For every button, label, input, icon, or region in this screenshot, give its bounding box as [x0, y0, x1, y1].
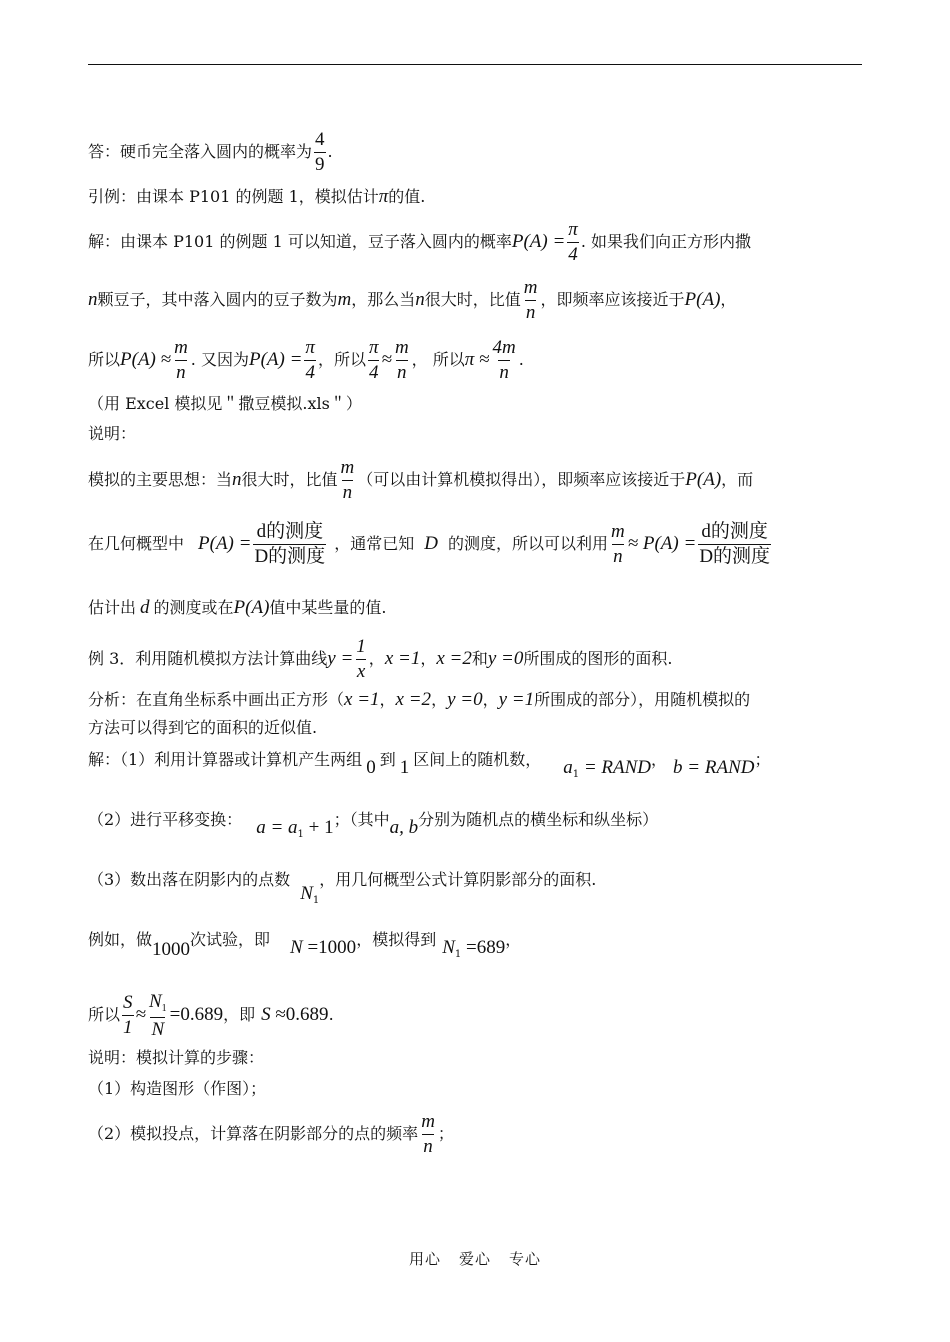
fraction: $\frac{m}{n}$ — [610, 521, 625, 567]
header-rule — [88, 64, 862, 65]
fraction: $\frac{N_1}{N}$ — [148, 991, 167, 1040]
solution-line-1: 解：由课本 P101 的例题 1 可以知道，豆子落入圆内的概率P(A) = $\frac{\pi}{4}$ . 如果我们向正方形内撒 — [88, 219, 751, 265]
example-intro-line: 引例：由课本 P101 的例题 1，模拟估计π的值. — [88, 186, 426, 207]
fraction: $\frac{\pi}{4}$ — [568, 219, 578, 265]
analysis-line-1: 分析：在直角坐标系中画出正方形（x =1，x =2，y =0，y =1所围成的部分），用随机模拟的 — [88, 689, 751, 710]
fraction: $\frac{m}{n}$ — [394, 337, 409, 383]
result-line: 所以 $\frac{S}{1}$ ≈ $\frac{N_1}{N}$ =0.689，即 S ≈0.689. — [88, 991, 334, 1040]
fraction: $\frac{\pi}{4}$ — [305, 337, 315, 383]
steps-heading: 说明：模拟计算的步骤： — [88, 1048, 265, 1067]
page-footer: 用心 爱心 专心 — [408, 1250, 542, 1268]
answer-line: 答：硬币完全落入圆内的概率为 $\frac{4}{9}$ . — [88, 129, 333, 175]
step-2-line: （2）进行平移变换： $a = a_1 + 1$；（其中a, b分别为随机点的横坐标和纵坐标） — [88, 810, 659, 840]
excel-note: （用 Excel 模拟见＂撒豆模拟.xls＂） — [88, 394, 362, 413]
step-1-line: 解：（1）利用计算器或计算机产生两组 0 到 1 区间上的随机数， $a_1$ = RAND， b = RAND； — [88, 750, 771, 780]
fraction: $\frac{m}{n}$ — [421, 1111, 435, 1157]
step-3-line: （3）数出落在阴影内的点数$N_1$，用几何概型公式计算阴影部分的面积. — [88, 870, 597, 906]
steps-item-2: （2）模拟投点，计算落在阴影部分的点的频率 $\frac{m}{n}$ ； — [88, 1111, 454, 1157]
fraction: $\frac{1}{x}$ — [356, 636, 366, 682]
fraction: $\frac{\pi}{4}$ — [368, 337, 379, 383]
estimate-line: 估计出 d 的测度或在P(A)值中某些量的值. — [88, 597, 387, 618]
fraction: $\frac{m}{n}$ — [174, 337, 188, 383]
solution-line-3: 所以P(A) ≈ $\frac{m}{n}$ . 又因为P(A) = $\frac{\pi}{4}$ ，所以 $\frac{\pi}{4}$ ≈ $\frac{m}{n}$ ， 所以π ≈ $\frac{4m}{n}$ . — [88, 337, 524, 383]
fraction: $\frac{S}{1}$ — [123, 992, 133, 1039]
steps-item-1: （1）构造图形（作图）； — [88, 1079, 267, 1098]
solution-line-2: n颗豆子，其中落入圆内的豆子数为m，那么当n很大时，比值 $\frac{m}{n}$ ，即频率应该接近于P(A)， — [88, 277, 737, 323]
fraction: $\frac{\text{d的测度}}{\text{D的测度}}$ — [699, 521, 771, 567]
note-heading: 说明： — [88, 424, 137, 443]
main-idea-line: 模拟的主要思想：当n很大时，比值 $\frac{m}{n}$ （可以由计算机模拟得出），即频率应该接近于P(A)，而 — [88, 457, 754, 503]
fraction: $\frac{4}{9}$ — [315, 129, 325, 175]
fraction: $\frac{4m}{n}$ — [492, 337, 516, 383]
example-3-line: 例 3．利用随机模拟方法计算曲线y = $\frac{1}{x}$ ，x =1，x =2和y =0所围成的图形的面积. — [88, 636, 673, 682]
analysis-line-2: 方法可以得到它的面积的近似值. — [88, 718, 318, 737]
fraction: $\frac{\text{d的测度}}{\text{D的测度}}$ — [254, 521, 326, 567]
fraction: $\frac{m}{n}$ — [523, 277, 538, 323]
geometric-model-line: 在几何概型中 P(A) = $\frac{\text{d的测度}}{\text{D的测度}}$ ，通常已知 D 的测度，所以可以利用 $\frac{m}{n}$ ≈ P(A) = $\frac{\text{d的测度}}{\text{D的测度}}$ — [88, 521, 771, 567]
fraction: $\frac{m}{n}$ — [340, 457, 355, 503]
example-run-line: 例如，做1000次试验，即 N =1000，模拟得到 $N_1 =689$， — [88, 930, 522, 960]
